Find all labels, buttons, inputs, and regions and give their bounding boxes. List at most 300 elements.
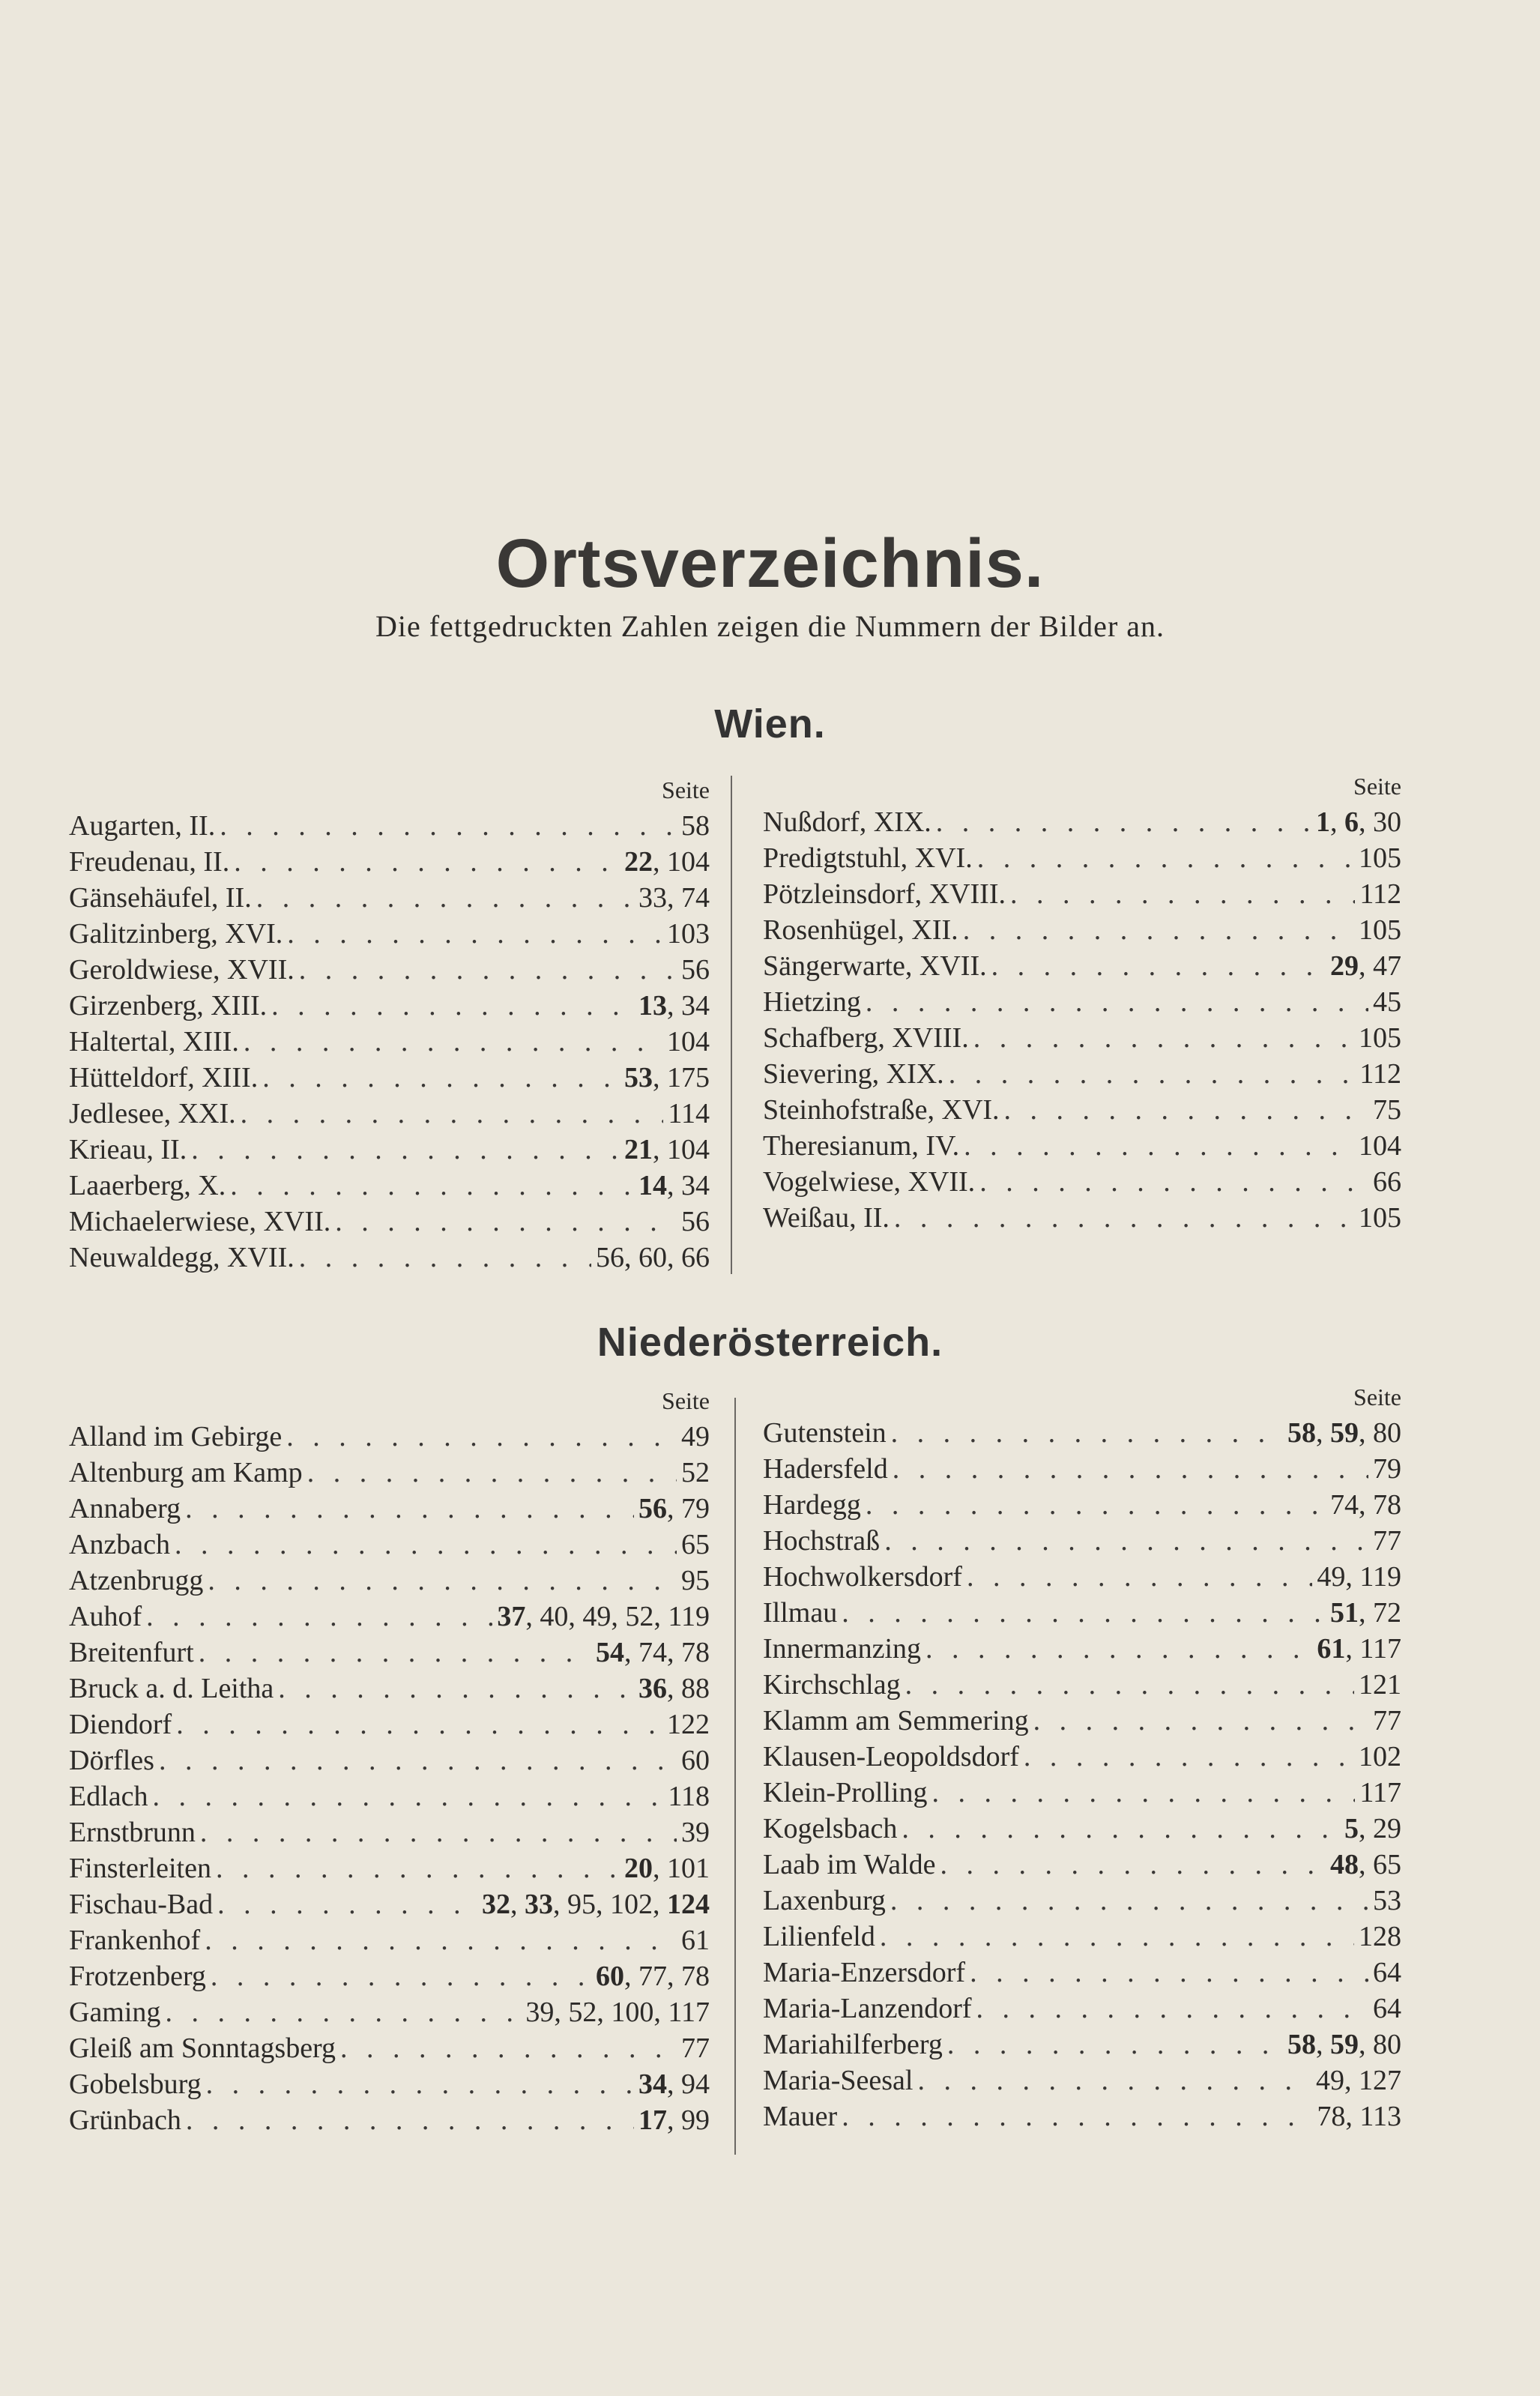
entry-page-numbers <box>634 1491 710 1527</box>
entry-page-numbers <box>1311 2062 1401 2098</box>
index-entry <box>69 1886 710 1922</box>
index-entry <box>763 1200 1401 1236</box>
page-number: 77 <box>1373 1525 1401 1557</box>
entry-page-numbers <box>1368 1164 1401 1200</box>
entry-place-name: Gleiß am Sonntagsberg <box>69 2033 336 2064</box>
page-number: , 74, 78 <box>624 1637 710 1668</box>
entry-place-name: Maria-Enzersdorf <box>763 1957 966 1988</box>
index-entry <box>69 1563 710 1599</box>
entry-page-numbers <box>1368 1991 1401 2027</box>
page-number: , 34 <box>667 1170 710 1201</box>
index-entry <box>69 1132 710 1168</box>
dot-leader <box>262 1060 620 1096</box>
dot-leader <box>286 1419 677 1455</box>
entry-place-name: Geroldwiese, XVII. <box>69 954 295 986</box>
niederoesterreich-left-column <box>69 1383 710 2138</box>
dot-leader <box>299 1240 591 1276</box>
dot-leader <box>979 1164 1368 1200</box>
dot-leader <box>866 984 1368 1020</box>
picture-number: 54 <box>596 1637 624 1668</box>
dot-leader <box>256 880 634 916</box>
dot-leader <box>199 1635 591 1671</box>
entry-place-name: Theresianum, IV. <box>763 1130 960 1162</box>
picture-number: 58 <box>1287 1417 1316 1449</box>
entry-place-name: Breitenfurt <box>69 1637 194 1668</box>
entry-place-name: Haltertal, XIII. <box>69 1026 239 1057</box>
page-number: 105 <box>1359 1202 1401 1234</box>
page-number: , 104 <box>653 1134 710 1165</box>
index-entry <box>69 952 710 988</box>
page-number: , <box>1316 2029 1330 2060</box>
picture-number: 32 <box>482 1889 510 1920</box>
page-number: 66 <box>1373 1166 1401 1198</box>
dot-leader <box>211 1958 591 1994</box>
page-number: 121 <box>1359 1669 1401 1701</box>
index-entry <box>69 2030 710 2066</box>
entry-page-numbers <box>677 1922 710 1958</box>
dot-leader <box>976 1991 1368 2027</box>
index-entry <box>763 1451 1401 1487</box>
index-entry <box>69 1024 710 1060</box>
entry-place-name: Neuwaldegg, XVII. <box>69 1242 295 1273</box>
dot-leader <box>947 2027 1283 2062</box>
page-number: 49 <box>681 1421 710 1452</box>
page-number: , 95, 102, <box>553 1889 667 1920</box>
picture-number: 33 <box>525 1889 553 1920</box>
index-entry <box>69 1419 710 1455</box>
page-number: 122 <box>667 1709 710 1740</box>
index-entry <box>763 876 1401 912</box>
page-number: , 30 <box>1359 806 1401 838</box>
picture-number: 53 <box>624 1062 653 1093</box>
seite-label: Seite <box>662 776 710 803</box>
page-number: 117 <box>1359 1777 1401 1808</box>
dot-leader <box>185 1491 634 1527</box>
page-number: 58 <box>681 810 710 842</box>
picture-number: 1 <box>1316 806 1330 838</box>
index-entry <box>763 1020 1401 1056</box>
index-entry <box>763 1092 1401 1128</box>
page-number: 112 <box>1359 878 1401 910</box>
column-divider <box>734 1398 736 2155</box>
page-number: , 40, 49, 52, 119 <box>525 1601 710 1632</box>
page-number: 49, 119 <box>1317 1561 1401 1593</box>
entry-place-name: Vogelwiese, XVII. <box>763 1166 976 1198</box>
index-entry <box>763 804 1401 840</box>
index-entry <box>763 1523 1401 1559</box>
dot-leader <box>153 1778 664 1814</box>
page-number: 104 <box>1359 1130 1401 1162</box>
entry-place-name: Maria-Seesal <box>763 2065 914 2096</box>
picture-number: 58 <box>1287 2029 1316 2060</box>
page-number: , 94 <box>667 2068 710 2100</box>
index-entry <box>69 1096 710 1132</box>
dot-leader <box>1033 1703 1368 1739</box>
picture-number: 36 <box>638 1673 667 1704</box>
dot-leader <box>964 1128 1354 1164</box>
entry-page-numbers <box>1326 1595 1401 1631</box>
page-number: 77 <box>1373 1705 1401 1736</box>
entry-place-name: Hietzing <box>763 986 861 1018</box>
dot-leader <box>271 988 634 1024</box>
index-entry <box>69 1204 710 1240</box>
seite-label: Seite <box>662 1387 710 1414</box>
page-number: , 99 <box>667 2104 710 2136</box>
page-number: 75 <box>1373 1094 1401 1126</box>
page-number: 118 <box>668 1781 710 1812</box>
picture-number: 56 <box>638 1493 667 1524</box>
page-number: 105 <box>1359 914 1401 946</box>
index-entry <box>69 916 710 952</box>
entry-place-name: Annaberg <box>69 1493 181 1524</box>
picture-number: 37 <box>497 1601 526 1632</box>
dot-leader <box>936 804 1311 840</box>
entry-page-numbers <box>1355 876 1401 912</box>
page-number: 105 <box>1359 842 1401 874</box>
index-entry <box>763 1775 1401 1811</box>
entry-place-name: Anzbach <box>69 1529 171 1560</box>
index-entry <box>763 840 1401 876</box>
entry-page-numbers <box>620 1060 710 1096</box>
entry-place-name: Klausen-Leopoldsdorf <box>763 1741 1019 1772</box>
picture-number: 21 <box>624 1134 653 1165</box>
entry-page-numbers <box>1355 1056 1401 1092</box>
index-entry <box>69 1240 710 1276</box>
entry-page-numbers <box>620 1132 710 1168</box>
picture-number: 61 <box>1317 1633 1346 1665</box>
index-entry <box>763 1811 1401 1847</box>
entry-page-numbers <box>1368 984 1401 1020</box>
dot-leader <box>208 1563 677 1599</box>
index-entry <box>69 1671 710 1707</box>
entry-page-numbers <box>662 916 710 952</box>
dot-leader <box>191 1132 620 1168</box>
page-number: , 72 <box>1359 1597 1401 1629</box>
page-number: 79 <box>1373 1453 1401 1485</box>
dot-leader <box>905 1667 1354 1703</box>
index-entry <box>69 988 710 1024</box>
entry-place-name: Klamm am Semmering <box>763 1705 1029 1736</box>
entry-place-name: Hadersfeld <box>763 1453 888 1485</box>
entry-place-name: Sängerwarte, XVII. <box>763 950 987 982</box>
entry-place-name: Frotzenberg <box>69 1961 206 1992</box>
dot-leader <box>220 808 677 844</box>
page-number: 105 <box>1359 1022 1401 1054</box>
page-number: 56 <box>681 954 710 986</box>
entry-place-name: Weißau, II. <box>763 1202 890 1234</box>
entry-page-numbers <box>591 1240 710 1276</box>
entry-page-numbers <box>1283 2027 1401 2062</box>
entry-place-name: Nußdorf, XIX. <box>763 806 931 838</box>
page-number: 39, 52, 100, 117 <box>525 1997 710 2028</box>
page-number: , 88 <box>667 1673 710 1704</box>
entry-place-name: Gaming <box>69 1997 161 2028</box>
entry-place-name: Hütteldorf, XIII. <box>69 1062 259 1093</box>
page-number: , 104 <box>653 846 710 878</box>
page-number: 65 <box>681 1529 710 1560</box>
index-entry <box>763 1595 1401 1631</box>
entry-page-numbers <box>1326 1487 1401 1523</box>
index-entry <box>763 2027 1401 2062</box>
page-title: Ortsverzeichnis. <box>495 525 1045 602</box>
entry-page-numbers <box>1368 1703 1401 1739</box>
page-number: 53 <box>1373 1885 1401 1916</box>
entry-page-numbers <box>1354 1667 1401 1703</box>
page-subtitle: Die fettgedruckten Zahlen zeigen die Nummern der Bilder an. <box>375 609 1165 643</box>
page-number: , <box>510 1889 525 1920</box>
index-entry <box>763 948 1401 984</box>
entry-page-numbers <box>634 2066 710 2102</box>
entry-page-numbers <box>1312 1631 1401 1667</box>
dot-leader <box>1024 1739 1354 1775</box>
page-number: 33, 74 <box>638 882 710 914</box>
index-entry <box>763 912 1401 948</box>
index-entry <box>69 2066 710 2102</box>
dot-leader <box>842 2098 1312 2134</box>
entry-page-numbers <box>477 1886 710 1922</box>
dot-leader <box>991 948 1326 984</box>
picture-number: 14 <box>638 1170 667 1201</box>
entry-page-numbers <box>1312 1559 1401 1595</box>
picture-number: 13 <box>638 990 667 1022</box>
entry-place-name: Dörfles <box>69 1745 154 1776</box>
entry-page-numbers <box>677 1563 710 1599</box>
index-entry <box>763 1739 1401 1775</box>
entry-place-name: Innermanzing <box>763 1633 922 1665</box>
entry-place-name: Pötzleinsdorf, XVIII. <box>763 878 1006 910</box>
dot-leader <box>217 1886 477 1922</box>
index-entry <box>69 1814 710 1850</box>
page-number: , 80 <box>1359 1417 1401 1449</box>
entry-page-numbers <box>1354 840 1401 876</box>
dot-leader <box>278 1671 634 1707</box>
entry-place-name: Bruck a. d. Leitha <box>69 1673 274 1704</box>
entry-page-numbers <box>1326 1847 1401 1883</box>
entry-place-name: Predigtstuhl, XVI. <box>763 842 973 874</box>
entry-page-numbers <box>1354 1200 1401 1236</box>
dot-leader <box>940 1847 1326 1883</box>
seite-label: Seite <box>1353 773 1401 800</box>
entry-page-numbers <box>620 844 710 880</box>
entry-page-numbers <box>677 1814 710 1850</box>
dot-leader <box>205 1922 677 1958</box>
entry-place-name: Auhof <box>69 1601 142 1632</box>
dot-leader <box>842 1595 1326 1631</box>
page-number: , 80 <box>1359 2029 1401 2060</box>
dot-leader <box>880 1919 1354 1955</box>
page-number: 52 <box>681 1457 710 1488</box>
picture-number: 22 <box>624 846 653 878</box>
entry-place-name: Laxenburg <box>763 1885 886 1916</box>
dot-leader <box>200 1814 677 1850</box>
entry-place-name: Illmau <box>763 1597 838 1629</box>
entry-page-numbers <box>677 1742 710 1778</box>
dot-leader <box>244 1024 662 1060</box>
entry-page-numbers <box>1368 1883 1401 1919</box>
entry-page-numbers <box>634 1168 710 1204</box>
entry-place-name: Hardegg <box>763 1489 861 1521</box>
picture-number: 34 <box>638 2068 667 2100</box>
page-number: 128 <box>1359 1921 1401 1952</box>
dot-leader <box>917 2062 1311 2098</box>
entry-page-numbers <box>677 1455 710 1491</box>
entry-place-name: Ernstbrunn <box>69 1817 196 1848</box>
dot-leader <box>234 844 620 880</box>
entry-place-name: Kirchschlag <box>763 1669 901 1701</box>
picture-number: 124 <box>667 1889 710 1920</box>
page-number: , <box>1316 1417 1330 1449</box>
entry-page-numbers <box>1312 2098 1401 2134</box>
entry-page-numbers <box>1311 804 1401 840</box>
index-entry <box>763 1955 1401 1991</box>
dot-leader <box>932 1775 1356 1811</box>
index-entry <box>69 2102 710 2138</box>
entry-place-name: Mauer <box>763 2101 838 2132</box>
entry-place-name: Lilienfeld <box>763 1921 875 1952</box>
dot-leader <box>165 1994 521 2030</box>
entry-page-numbers <box>620 1850 710 1886</box>
entry-page-numbers <box>1283 1415 1401 1451</box>
page-number: 56 <box>681 1206 710 1237</box>
entry-place-name: Maria-Lanzendorf <box>763 1993 972 2024</box>
entry-page-numbers <box>492 1599 710 1635</box>
page-number: , 47 <box>1359 950 1401 982</box>
entry-page-numbers <box>1340 1811 1401 1847</box>
entry-page-numbers <box>634 2102 710 2138</box>
picture-number: 6 <box>1344 806 1359 838</box>
entry-page-numbers <box>1354 1739 1401 1775</box>
entry-page-numbers <box>677 2030 710 2066</box>
dot-leader <box>973 1020 1354 1056</box>
entry-page-numbers <box>521 1994 710 2030</box>
dot-leader <box>159 1742 677 1778</box>
entry-page-numbers <box>663 1096 710 1132</box>
entry-page-numbers <box>1354 1128 1401 1164</box>
entry-place-name: Mariahilferberg <box>763 2029 943 2060</box>
index-entry <box>69 1922 710 1958</box>
entry-place-name: Sievering, XIX. <box>763 1058 944 1090</box>
index-entry <box>69 880 710 916</box>
page-number: 78, 113 <box>1317 2101 1401 2132</box>
picture-number: 20 <box>624 1853 653 1884</box>
index-entry <box>69 1707 710 1742</box>
page-number: 64 <box>1373 1993 1401 2024</box>
entry-page-numbers <box>1368 1955 1401 1991</box>
entry-page-numbers <box>1355 1775 1401 1811</box>
page-number: 103 <box>667 918 710 950</box>
dot-leader <box>335 1204 677 1240</box>
entry-page-numbers <box>1354 1020 1401 1056</box>
page-number: 60 <box>681 1745 710 1776</box>
entry-place-name: Laab im Walde <box>763 1849 936 1880</box>
dot-leader <box>893 1451 1368 1487</box>
entry-page-numbers <box>1368 1092 1401 1128</box>
page-number: 49, 127 <box>1316 2065 1401 2096</box>
index-entry <box>763 1128 1401 1164</box>
page-number: , <box>1330 806 1344 838</box>
picture-number: 60 <box>596 1961 624 1992</box>
page-number: 114 <box>668 1098 710 1129</box>
page-number: 95 <box>681 1565 710 1596</box>
index-entry <box>763 984 1401 1020</box>
dot-leader <box>925 1631 1312 1667</box>
entry-place-name: Gobelsburg <box>69 2068 202 2100</box>
dot-leader <box>884 1523 1368 1559</box>
entry-place-name: Fischau-Bad <box>69 1889 214 1920</box>
dot-leader <box>287 916 662 952</box>
entry-page-numbers <box>1326 948 1401 984</box>
dot-leader <box>146 1599 492 1635</box>
index-entry <box>763 2098 1401 2134</box>
entry-place-name: Augarten, II. <box>69 810 216 842</box>
index-entry <box>763 1559 1401 1595</box>
index-entry <box>763 1919 1401 1955</box>
index-entry <box>69 844 710 880</box>
page-number: , 101 <box>653 1853 710 1884</box>
index-entry <box>69 1599 710 1635</box>
index-entry <box>763 2062 1401 2098</box>
page-number: , 29 <box>1359 1813 1401 1844</box>
index-entry <box>763 1847 1401 1883</box>
index-entry <box>763 1667 1401 1703</box>
index-entry <box>763 1883 1401 1919</box>
niederoesterreich-right-column <box>763 1379 1401 2134</box>
dot-leader <box>963 912 1354 948</box>
picture-number: 17 <box>638 2104 667 2136</box>
picture-number: 51 <box>1330 1597 1359 1629</box>
picture-number: 59 <box>1330 1417 1359 1449</box>
page-number: 56, 60, 66 <box>596 1242 710 1273</box>
index-entry <box>69 1994 710 2030</box>
index-entry <box>763 1056 1401 1092</box>
page-number: 45 <box>1373 986 1401 1018</box>
index-entry <box>763 1631 1401 1667</box>
dot-leader <box>891 1415 1283 1451</box>
page-number: 61 <box>681 1925 710 1956</box>
wien-left-column <box>69 772 710 1276</box>
index-entry <box>763 1164 1401 1200</box>
page-number: , 65 <box>1359 1849 1401 1880</box>
page-number: 77 <box>681 2033 710 2064</box>
dot-leader <box>176 1707 662 1742</box>
entry-page-numbers <box>591 1635 710 1671</box>
dot-leader <box>299 952 677 988</box>
entry-page-numbers <box>677 952 710 988</box>
dot-leader <box>949 1056 1356 1092</box>
entry-place-name: Hochwolkersdorf <box>763 1561 962 1593</box>
index-entry <box>69 1742 710 1778</box>
page-number: 39 <box>681 1817 710 1848</box>
page-number: , 79 <box>667 1493 710 1524</box>
dot-leader <box>890 1883 1368 1919</box>
entry-page-numbers <box>662 1024 710 1060</box>
entry-page-numbers <box>1368 1451 1401 1487</box>
index-entry <box>69 1635 710 1671</box>
dot-leader <box>1004 1092 1368 1128</box>
entry-place-name: Michaelerwiese, XVII. <box>69 1206 331 1237</box>
entry-page-numbers <box>677 1419 710 1455</box>
seite-label: Seite <box>1353 1383 1401 1410</box>
dot-leader <box>206 2066 634 2102</box>
dot-leader <box>216 1850 620 1886</box>
entry-page-numbers <box>634 988 710 1024</box>
entry-page-numbers <box>634 880 710 916</box>
page-number: 102 <box>1359 1741 1401 1772</box>
page-number: , 175 <box>653 1062 710 1093</box>
entry-page-numbers <box>677 1204 710 1240</box>
entry-place-name: Gänsehäufel, II. <box>69 882 252 914</box>
dot-leader <box>977 840 1354 876</box>
